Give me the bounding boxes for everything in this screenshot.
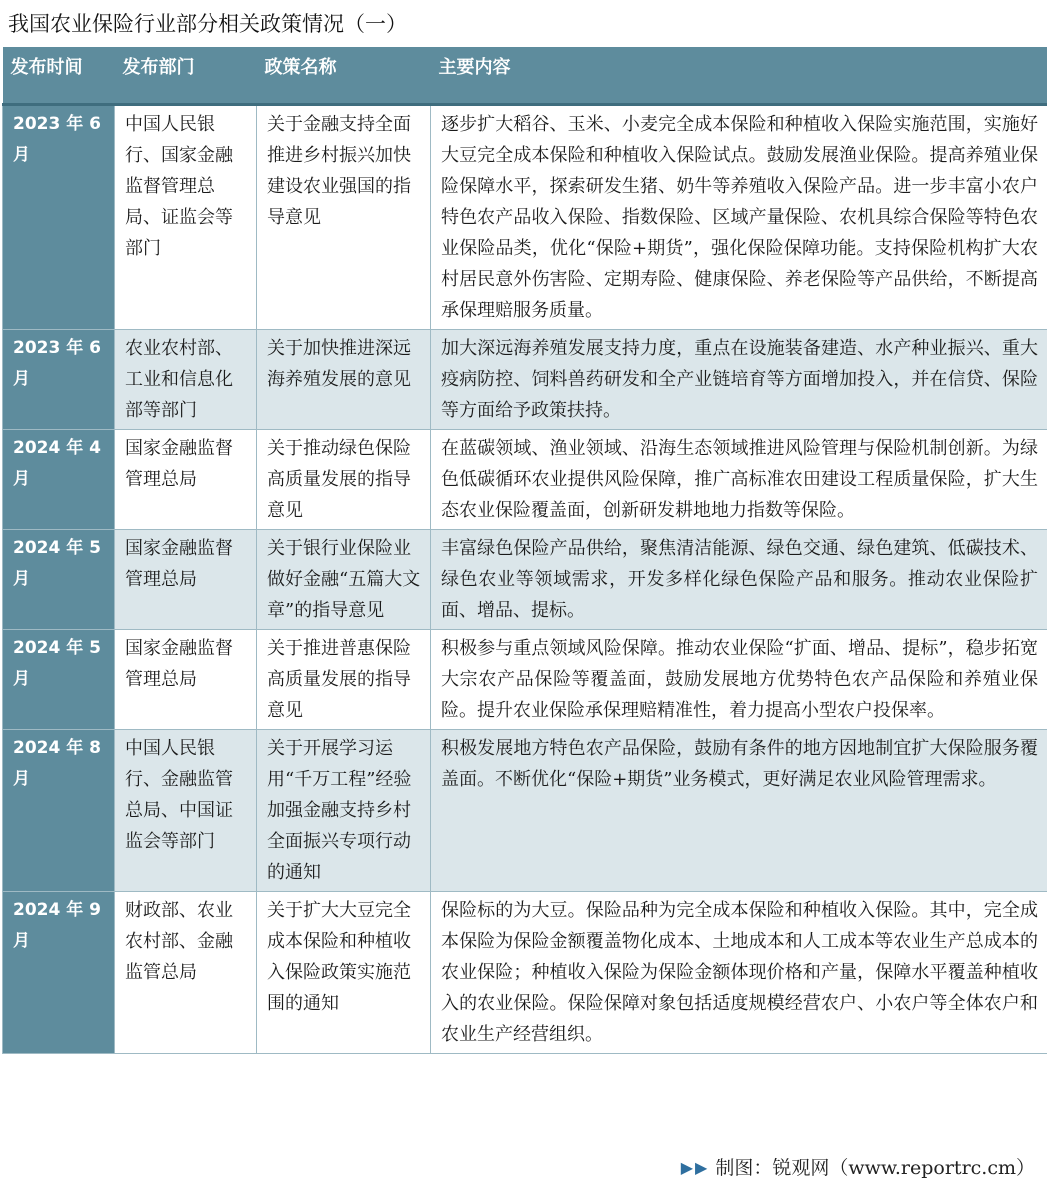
cell-content: 积极发展地方特色农产品保险，鼓励有条件的地方因地制宜扩大保险服务覆盖面。不断优化“保险+期货”业务模式，更好满足农业风险管理需求。 (431, 729, 1047, 891)
cell-dept: 中国人民银行、国家金融监督管理总局、证监会等部门 (115, 104, 257, 329)
cell-dept: 财政部、农业农村部、金融监管总局 (115, 891, 257, 1053)
table-row (3, 429, 1047, 529)
table-row (3, 329, 1047, 429)
table-row (3, 891, 1047, 1053)
cell-policy-name: 关于推动绿色保险高质量发展的指导意见 (257, 429, 431, 529)
cell-policy-name: 关于扩大大豆完全成本保险和种植收入保险政策实施范围的通知 (257, 891, 431, 1053)
header-date: 发布时间 (3, 47, 115, 104)
source-credit (681, 1152, 1035, 1184)
header-content: 主要内容 (431, 47, 1047, 104)
table-header (3, 47, 1047, 104)
cell-date: 2024 年 5 月 (3, 529, 115, 629)
cell-policy-name: 关于加快推进深远海养殖发展的意见 (257, 329, 431, 429)
cell-dept: 农业农村部、工业和信息化部等部门 (115, 329, 257, 429)
table-row (3, 729, 1047, 891)
cell-policy-name: 关于开展学习运用“千万工程”经验加强金融支持乡村全面振兴专项行动的通知 (257, 729, 431, 891)
cell-date: 2023 年 6 月 (3, 329, 115, 429)
cell-content: 逐步扩大稻谷、玉米、小麦完全成本保险和种植收入保险实施范围，实施好大豆完全成本保险和种植收入保险试点。鼓励发展渔业保险。提高养殖业保险保障水平，探索研发生猪、奶牛等养殖收入保险产品。进一步丰富小农户特色农产品收入保险、指数保险、区域产量保险、农机具综合保险等特色农业保险品类，优化“保险+期货”，强化保险保障功能。支持保险机构扩大农村居民意外伤害险、定期寿险、健康保险、养老保险等产品供给，不断提高承保理赔服务质量。 (431, 104, 1047, 329)
header-dept: 发布部门 (115, 47, 257, 104)
cell-date: 2024 年 9 月 (3, 891, 115, 1053)
policy-table (2, 47, 1047, 1054)
table-row (3, 529, 1047, 629)
cell-content: 保险标的为大豆。保险品种为完全成本保险和种植收入保险。其中，完全成本保险为保险金额覆盖物化成本、土地成本和人工成本等农业生产总成本的农业保险；种植收入保险为保险金额体现价格和产量，保障水平覆盖种植收入的农业保险。保险保障对象包括适度规模经营农户、小农户等全体农户和农业生产经营组织。 (431, 891, 1047, 1053)
cell-date: 2024 年 5 月 (3, 629, 115, 729)
cell-content: 丰富绿色保险产品供给，聚焦清洁能源、绿色交通、绿色建筑、低碳技术、绿色农业等领域需求，开发多样化绿色保险产品和服务。推动农业保险扩面、增品、提标。 (431, 529, 1047, 629)
play-arrows-icon: ▶▶ (680, 1158, 710, 1177)
cell-policy-name: 关于银行业保险业做好金融“五篇大文章”的指导意见 (257, 529, 431, 629)
table-row (3, 104, 1047, 329)
cell-date: 2024 年 4 月 (3, 429, 115, 529)
source-text: 制图：锐观网（www.reportrc.cm） (715, 1157, 1035, 1179)
cell-dept: 国家金融监督管理总局 (115, 529, 257, 629)
cell-policy-name: 关于金融支持全面推进乡村振兴加快建设农业强国的指导意见 (257, 104, 431, 329)
cell-content: 加大深远海养殖发展支持力度，重点在设施装备建造、水产种业振兴、重大疫病防控、饲料兽药研发和全产业链培育等方面增加投入，并在信贷、保险等方面给予政策扶持。 (431, 329, 1047, 429)
table-row (3, 629, 1047, 729)
cell-dept: 国家金融监督管理总局 (115, 429, 257, 529)
header-policy-name: 政策名称 (257, 47, 431, 104)
cell-policy-name: 关于推进普惠保险高质量发展的指导意见 (257, 629, 431, 729)
cell-content: 积极参与重点领域风险保障。推动农业保险“扩面、增品、提标”，稳步拓宽大宗农产品保险等覆盖面，鼓励发展地方优势特色农产品保险和养殖业保险。提升农业保险承保理赔精准性，着力提高小型农户投保率。 (431, 629, 1047, 729)
cell-dept: 国家金融监督管理总局 (115, 629, 257, 729)
cell-dept: 中国人民银行、金融监管总局、中国证监会等部门 (115, 729, 257, 891)
page-title: 我国农业保险行业部分相关政策情况（一） (8, 12, 407, 36)
cell-content: 在蓝碳领域、渔业领域、沿海生态领域推进风险管理与保险机制创新。为绿色低碳循环农业提供风险保障，推广高标准农田建设工程质量保险，扩大生态农业保险覆盖面，创新研发耕地地力指数等保险。 (431, 429, 1047, 529)
cell-date: 2024 年 8 月 (3, 729, 115, 891)
cell-date: 2023 年 6 月 (3, 104, 115, 329)
